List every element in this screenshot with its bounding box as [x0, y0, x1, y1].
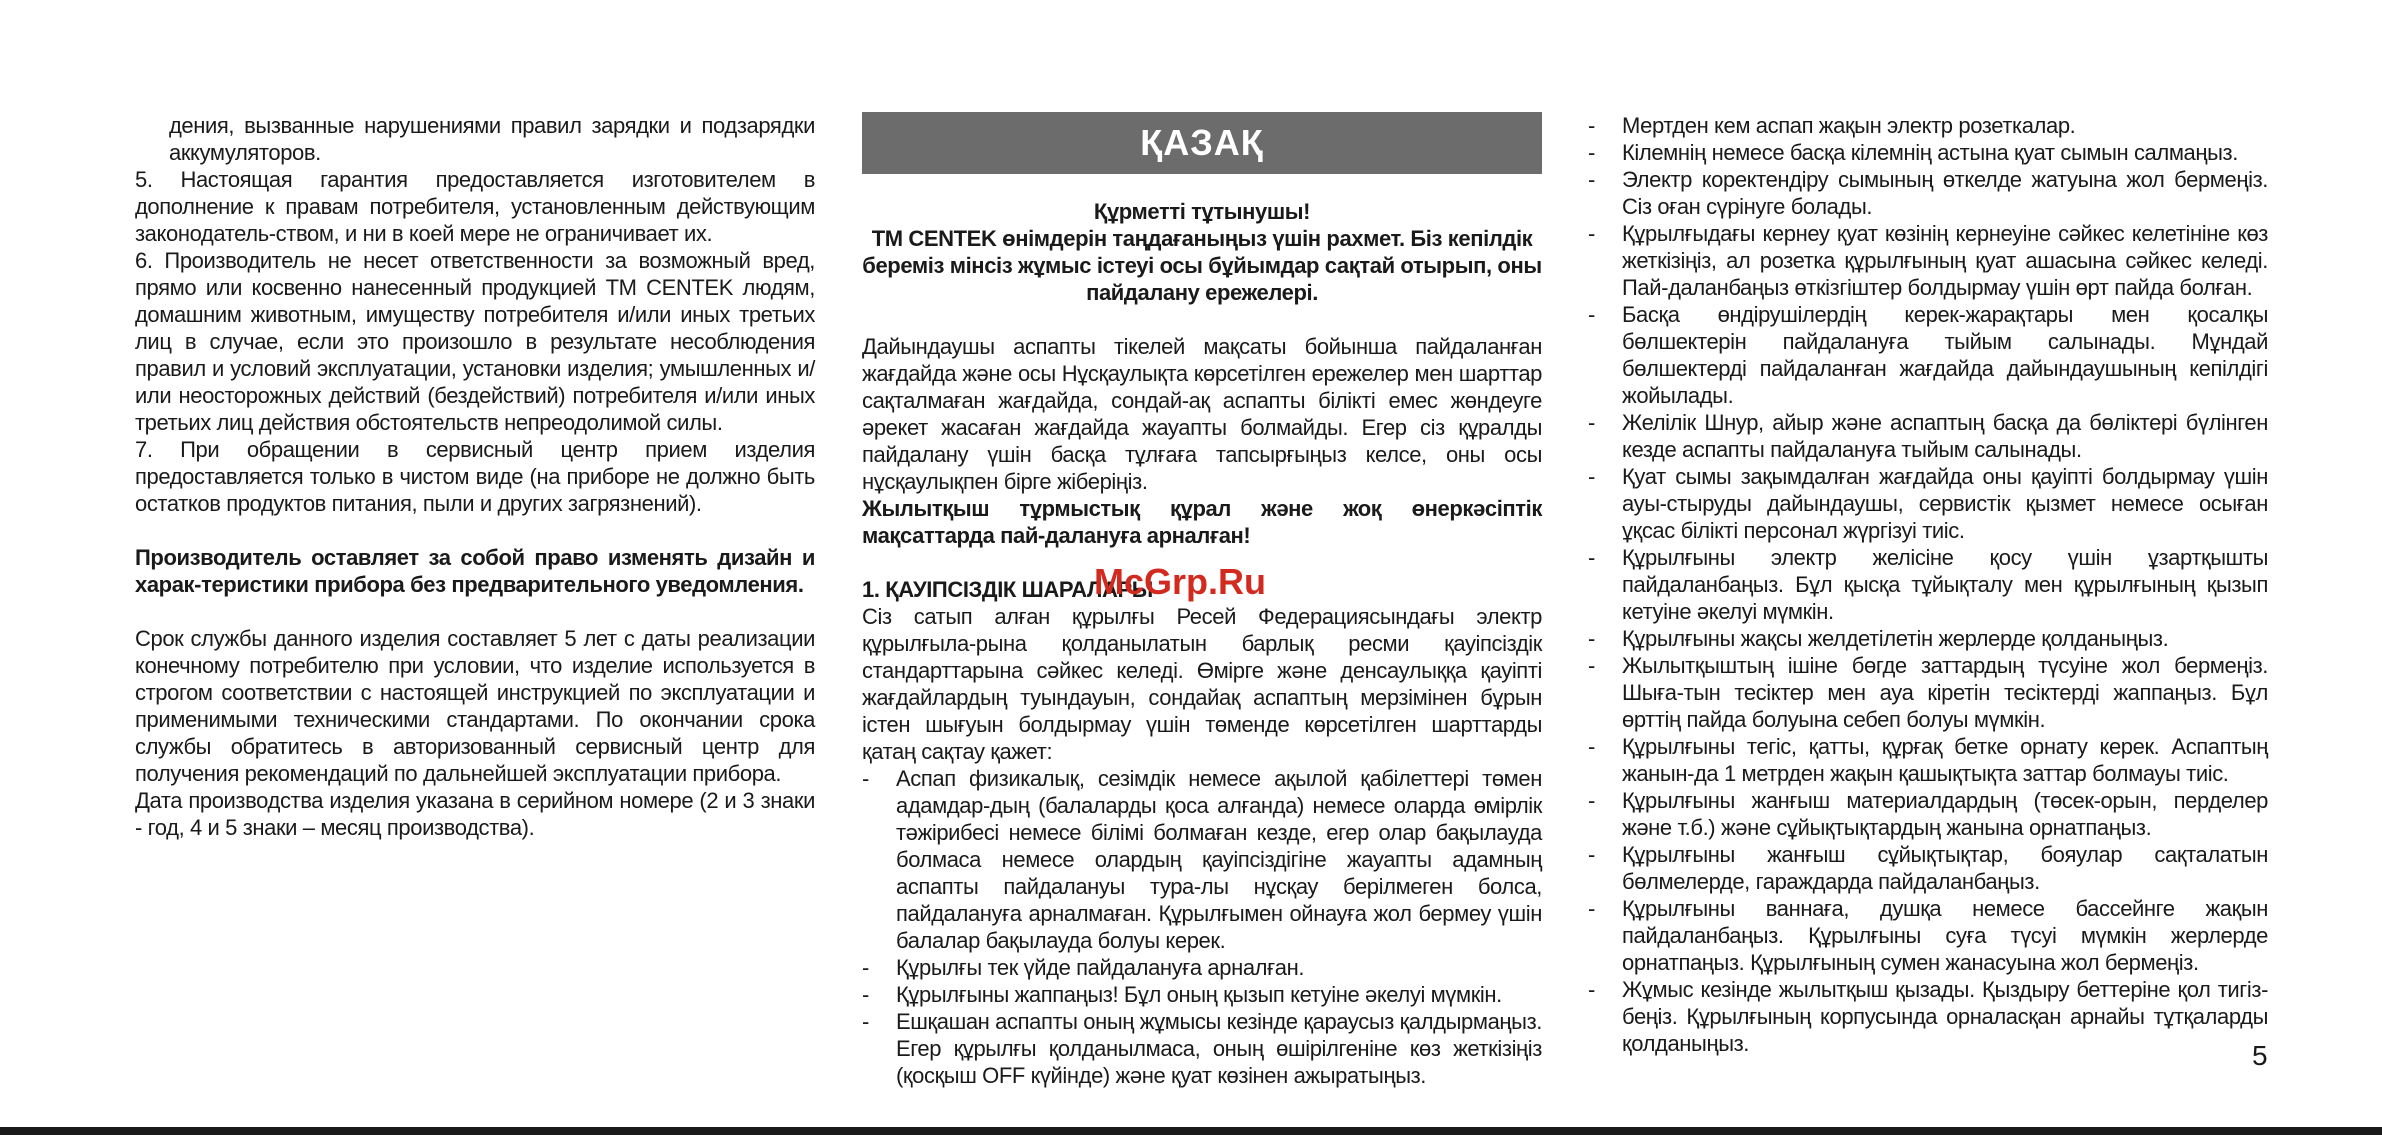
warranty-continuation: дения, вызванные нарушениями правил зарядки и подзарядки аккумуляторов.: [169, 113, 815, 165]
warranty-item-5: 5. Настоящая гарантия предоставляется изготовителем в дополнение к правам потребителя, установленным действующим законодатель-ством, и ни в коей мере не ограничивает их.: [135, 167, 815, 246]
list-item: - Желілік Шнур, айыр және аспаптың басқа да бөліктері бүлінген кезде аспапты пайдалануға тыйым салынады.: [1588, 410, 2268, 462]
intro-paragraph: Дайындаушы аспапты тікелей мақсаты бойынша пайдаланған жағдайда және осы Нұсқаулықта көрсетілген ережелер мен шарттар сақталмаған жағдайда, сондай-ақ аспапты білікті емес жөндеуге әрекет жасаған жағдайда жауапты болмайды. Егер сіз құралды пайдалану үшін басқа тұлғаға тапсырғыңыз келсе, оны осы нұсқаулықпен бірге жіберіңіз.: [862, 334, 1542, 494]
list-item: - Құрылғыны жақсы желдетілетін жерлерде қолданыңыз.: [1588, 626, 2169, 651]
warranty-item-7: 7. При обращении в сервисный центр прием изделия предоставляется только в чистом виде (на приборе не должно быть остатков продуктов питания, пыли и других загрязнений).: [135, 437, 815, 516]
list-item: - Кілемнің немесе басқа кілемнің астына қуат сымын салмаңыз.: [1588, 140, 2238, 165]
bottom-rule: [0, 1127, 2382, 1135]
list-item: - Аспап физикалық, сезімдік немесе ақылой қабілеттері төмен адамдар-дың (балаларды қоса алғанда) немесе оларда өмірлік тәжірибесі немесе білімі болмаған кезде, егер олар бақылауда болмаса немесе олардың қауіпсіздігіне жауапты адамның аспапты пайдалануы тура-лы нұсқау берілмеген болса, пайдалануға арналмаған. Құрылғымен ойнауға жол бермеу үшін балалар бақылауда болуы керек.: [862, 766, 1542, 953]
left-column: [135, 112, 815, 841]
language-header: ҚАЗАҚ: [862, 112, 1542, 174]
service-life-paragraph: Срок службы данного изделия составляет 5 лет с даты реализации конечному потребителю при условии, что изделие используется в строгом соответствии с настоящей инструкцией по эксплуатации и применимыми техническими стандартами. По окончании срока службы обратитесь в авторизованный сервисный центр для получения рекомендаций по дальнейшей эксплуатации прибора.: [135, 626, 815, 786]
list-item: - Құрылғыны жанғыш сұйықтықтар, бояулар сақталатын бөлмелерде, гараждарда пайдаланбаңыз.: [1588, 842, 2268, 894]
thanks-paragraph: ТМ CENTEK өнімдерін таңдағаныңыз үшін рахмет. Біз кепілдік береміз мінсіз жұмыс істеуі осы бұйымдар сақтай отырып, оны пайдалану ережелері.: [862, 226, 1542, 305]
list-item: - Құрылғыны жаппаңыз! Бұл оның қызып кетуіне әкелуі мүмкін.: [862, 982, 1502, 1007]
safety-intro: Сіз сатып алған құрылғы Ресей Федерациясындағы электр құрылғыла-рына қолданылатын барлық ресми қауіпсіздік стандарттарына сәйкес келеді. Өмірге және денсаулыққа қауіпті жағдайлардың туындауын, сондайақ аспаптың мерзімінен бұрын істен шығуын болдырмау үшін төменде көрсетілген шарттарды қатаң сақтау қажет:: [862, 604, 1542, 764]
list-item: - Құрылғыдағы кернеу қуат көзінің кернеуіне сәйкес келетініне көз жеткізіңіз, ал розетка құрылғының қуат ашасына сәйкес келеді. Пай-даланбаңыз өткізгіштер болдырмау үшін өрт пайда болған.: [1588, 221, 2268, 300]
list-item: - Жұмыс кезінде жылытқыш қызады. Қыздыру беттеріне қол тигіз-беңіз. Құрылғының корпусында орналасқан арнайы тұтқаларды қолданыңыз.: [1588, 977, 2268, 1056]
list-item: - Құрылғыны электр желісіне қосу үшін ұзартқышты пайдаланбаңыз. Бұл қысқа тұйықталу мен құрылғының қызып кетуіне әкелуі мүмкін.: [1588, 545, 2268, 624]
household-note: Жылытқыш тұрмыстық құрал және жоқ өнеркәсіптік мақсаттарда пай-далануға арналған!: [862, 496, 1542, 548]
production-date-paragraph: Дата производства изделия указана в серийном номере (2 и 3 знаки - год, 4 и 5 знаки – месяц производства).: [135, 788, 815, 840]
watermark: McGrp.Ru: [1094, 561, 1267, 602]
warranty-item-6: 6. Производитель не несет ответственности за возможный вред, прямо или косвенно нанесенный продукцией ТМ CENTEK людям, домашним животным, имуществу потребителя и/или иных третьих лиц в случае, если это произошло в результате несоблюдения правил и условий эксплуатации, установки изделия; умышленных и/или неосторожных действий (бездействий) потребителя и/или иных третьих лиц действия обстоятельств непреодолимой силы.: [135, 248, 815, 435]
design-change-notice: Производитель оставляет за собой право изменять дизайн и харак-теристики прибора без предварительного уведомления.: [135, 545, 815, 597]
list-item: - Басқа өндірушілердің керек-жарақтары мен қосалқы бөлшектерін пайдалануға тыйым салынады. Мұндай бөлшектерді пайдаланған жағдайда дайындаушының кепілдігі жойылады.: [1588, 302, 2268, 408]
list-item: - Құрылғы тек үйде пайдалануға арналған.: [862, 955, 1305, 980]
list-item: - Құрылғыны ваннаға, душқа немесе бассейнге жақын пайдаланбаңыз. Құрылғыны суға түсуі мүмкін жерлерде орнатпаңыз. Құрылғының сумен жанасуына жол бермеңіз.: [1588, 896, 2268, 975]
list-item: - Қуат сымы зақымдалған жағдайда оны қауіпті болдырмау үшін ауы-стыруды дайындаушы, сервистік қызмет немесе осыған ұқсас білікті персонал жүргізуі тиіс.: [1588, 464, 2268, 543]
safety-section-title: 1. ҚАУІПСІЗДІК ШАРАЛАРЫ: [862, 577, 1153, 602]
list-item: - Ешқашан аспапты оның жұмысы кезінде қараусыз қалдырмаңыз. Егер құрылғы қолданылмаса, оның өшірілгеніне көз жеткізіңіз (қосқыш OFF күйінде) және қуат көзінен ажыратыңыз.: [862, 1009, 1542, 1088]
greeting: Құрметті тұтынушы!: [1093, 199, 1311, 224]
middle-column: [862, 112, 1542, 1089]
right-column: [1588, 112, 2268, 1057]
list-item: - Электр коректендіру сымының өткелде жатуына жол бермеңіз. Сіз оған сүрінуге болады.: [1588, 167, 2268, 219]
safety-list-right: [1588, 112, 2268, 1057]
page-number: 5: [2252, 1040, 2268, 1071]
list-item: - Мертден кем аспап жақын электр розеткалар.: [1588, 113, 2076, 138]
safety-list-middle: [862, 765, 1542, 1089]
list-item: - Құрылғыны тегіс, қатты, құрғақ бетке орнату керек. Аспаптың жанын-да 1 метрден жақын қашықтықта заттар болмауы тиіс.: [1588, 734, 2268, 786]
list-item: - Жылытқыштың ішіне бөгде заттардың түсуіне жол бермеңіз. Шыға-тын тесіктер мен ауа кіретін тесіктерді жаппаңыз. Бұл өрттің пайда болуына себеп болуы мүмкін.: [1588, 653, 2268, 732]
list-item: - Құрылғыны жанғыш материалдардың (төсек-орын, перделер және т.б.) және сұйықтықтардың жанына орнатпаңыз.: [1588, 788, 2268, 840]
